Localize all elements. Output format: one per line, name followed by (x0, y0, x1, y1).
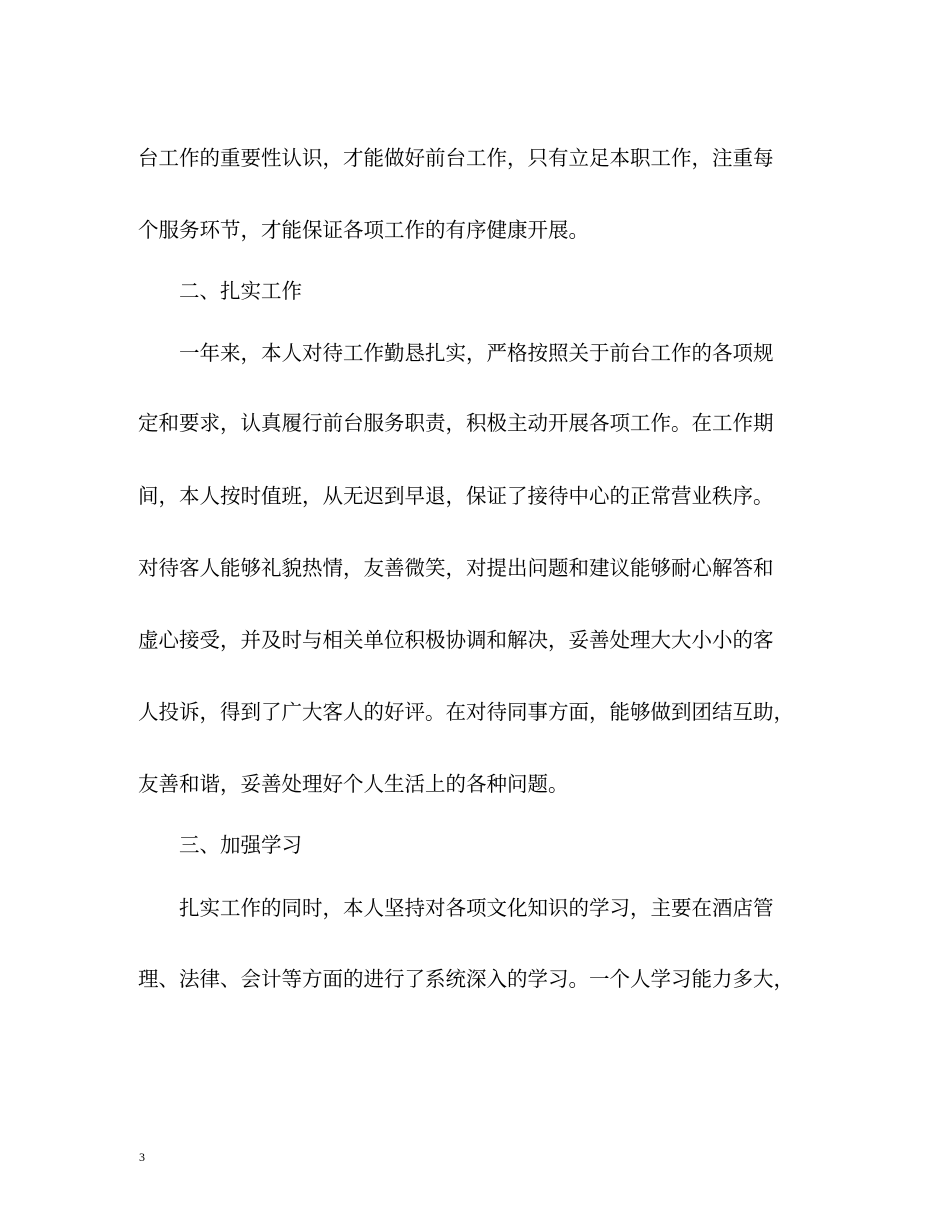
section-heading: 三、加强学习 (138, 833, 302, 857)
text-line: 扎实工作的同时，本人坚持对各项文化知识的学习，主要在酒店管 (138, 896, 774, 920)
page-number: 3 (139, 1150, 145, 1164)
text-line: 人投诉，得到了广大客人的好评。在对待同事方面，能够做到团结互助， (138, 700, 794, 724)
text-line: 虚心接受，并及时与相关单位积极协调和解决，妥善处理大大小小的客 (138, 628, 774, 652)
text-line: 对待客人能够礼貌热情，友善微笑，对提出问题和建议能够耐心解答和 (138, 556, 774, 580)
text-line: 间，本人按时值班，从无迟到早退，保证了接待中心的正常营业秩序。 (138, 484, 774, 508)
text-line: 理、法律、会计等方面的进行了系统深入的学习。一个人学习能力多大， (138, 967, 794, 991)
text-line: 个服务环节，才能保证各项工作的有序健康开展。 (138, 218, 589, 242)
text-line: 台工作的重要性认识，才能做好前台工作，只有立足本职工作，注重每 (138, 146, 774, 170)
text-line: 友善和谐，妥善处理好个人生活上的各种问题。 (138, 772, 569, 796)
text-line: 一年来，本人对待工作勤恳扎实，严格按照关于前台工作的各项规 (138, 341, 774, 365)
section-heading: 二、扎实工作 (138, 279, 302, 303)
text-line: 定和要求，认真履行前台服务职责，积极主动开展各项工作。在工作期 (138, 411, 774, 435)
